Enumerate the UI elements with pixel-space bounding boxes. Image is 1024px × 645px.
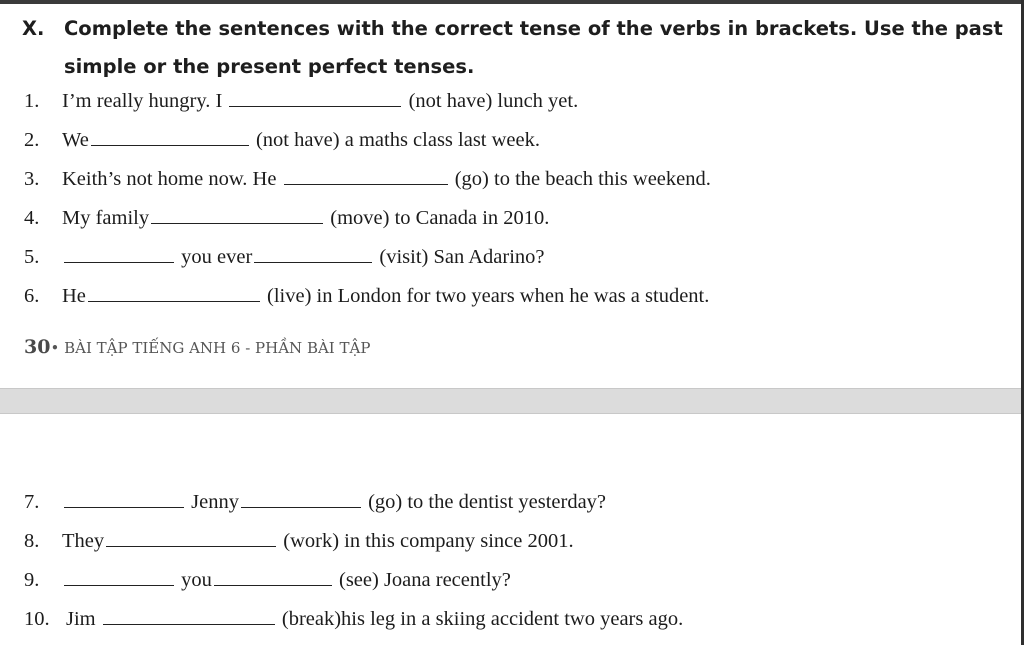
question-text: My family [62,207,150,229]
question-number: 10. [24,608,50,630]
answer-blank-2[interactable] [91,125,249,146]
question-number: 7. [24,491,40,513]
question-text-after: (visit) San Adarino? [379,246,545,268]
question-3 [24,164,711,194]
question-4 [24,203,549,233]
page-footer [24,336,370,358]
instruction-line-2: simple or the present perfect tenses. [64,55,475,78]
question-6 [24,281,709,311]
answer-blank-10[interactable] [103,604,275,625]
answer-blank-5b[interactable] [254,242,372,263]
question-text-after: (not have) lunch yet. [408,90,579,112]
question-text: you ever [181,246,253,268]
page-divider [0,388,1021,414]
question-text-after: (break)his leg in a skiing accident two years ago. [281,608,684,630]
question-text-after: (work) in this company since 2001. [283,530,574,552]
question-number: 2. [24,129,40,151]
question-text-after: (go) to the dentist yesterday? [368,491,607,513]
question-number: 5. [24,246,40,268]
question-10 [24,604,683,634]
question-text: We [62,129,89,151]
question-9 [24,565,511,595]
question-text-after: (not have) a maths class last week. [255,129,540,151]
question-text-after: (live) in London for two years when he was a student. [267,285,710,307]
answer-blank-9b[interactable] [214,565,332,586]
page-number: 30 [24,336,51,358]
answer-blank-7a[interactable] [64,487,184,508]
answer-blank-7b[interactable] [241,487,361,508]
top-border [0,0,1024,4]
question-2 [24,125,540,155]
question-7 [24,487,606,517]
question-number: 1. [24,90,40,112]
question-5 [24,242,545,272]
book-title: BÀI TẬP TIẾNG ANH 6 - PHẦN BÀI TẬP [64,339,371,357]
answer-blank-6[interactable] [88,281,260,302]
question-text: Jim [66,608,96,630]
question-text-after: (move) to Canada in 2010. [330,207,550,229]
question-number: 8. [24,530,40,552]
instruction-line-1: Complete the sentences with the correct tense of the verbs in brackets. Use the past [64,17,1003,40]
answer-blank-9a[interactable] [64,565,174,586]
question-text: He [62,285,86,307]
question-text: Jenny [191,491,239,513]
question-number: 4. [24,207,40,229]
exercise-label: X. [22,17,45,40]
question-1 [24,86,578,116]
question-number: 3. [24,168,40,190]
question-8 [24,526,574,556]
question-text-after: (go) to the beach this weekend. [454,168,711,190]
question-text-after: (see) Joana recently? [339,569,511,591]
question-text: Keith’s not home now. He [62,168,277,190]
question-number: 6. [24,285,40,307]
question-text: you [181,569,212,591]
question-number: 9. [24,569,40,591]
question-text: They [62,530,105,552]
exercise-heading [22,10,1007,86]
footer-bullet: • [50,339,60,357]
answer-blank-5a[interactable] [64,242,174,263]
answer-blank-1[interactable] [229,86,401,107]
answer-blank-4[interactable] [151,203,323,224]
answer-blank-3[interactable] [284,164,448,185]
answer-blank-8[interactable] [106,526,276,547]
question-text: I’m really hungry. I [62,90,223,112]
